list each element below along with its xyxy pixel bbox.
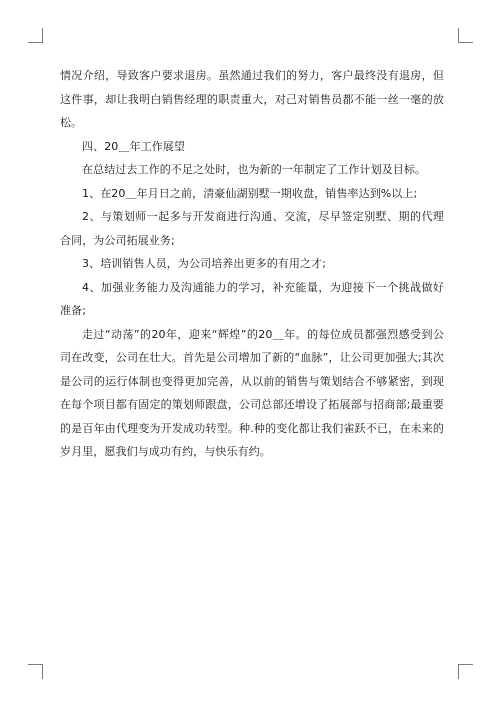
document-body (60, 64, 444, 464)
paragraph-conclusion: 走过“动荡”的20年，迎来“辉煌”的20＿年。的每位成员都强烈感受到公司在改变，公司在壮大。首先是公司增加了新的“血脉”，让公司更加强大;其次是公司的运行体制也变得更加完善，从以前的销售与策划结合不够紧密，到现在每个项目都有固定的策划师跟盘，公司总部还增设了拓展部与招商部;最重要的是百年由代理变为开发成功转型。种.种的变化都让我们雀跃不已，在未来的岁月里，愿我们与成功有约，与快乐有约。 (60, 327, 444, 458)
crop-mark-top-left (28, 28, 43, 43)
paragraph-intro-continuation: 情况介绍，导致客户要求退房。虽然通过我们的努力，客户最终没有退房，但这件事，却让我明白销售经理的职责重大，对己对销售员都不能一丝一毫的放松。 (60, 69, 444, 129)
crop-mark-bottom-right (458, 664, 473, 679)
list-item-goal-3: 3、培训销售人员，为公司培养出更多的有用之才; (82, 257, 327, 270)
crop-mark-bottom-left (28, 664, 43, 679)
list-item-goal-2: 2、与策划师一起多与开发商进行沟通、交流，尽早签定别墅、期的代理合同，为公司拓展业务; (60, 210, 444, 247)
crop-mark-top-right (458, 28, 473, 43)
paragraph-plan-intro: 在总结过去工作的不足之处时，也为新的一年制定了工作计划及目标。 (82, 163, 427, 176)
list-item-goal-1: 1、在20＿年月日之前，清豪仙湖别墅一期收盘，销售率达到%以上; (82, 186, 418, 200)
list-item-goal-4: 4、加强业务能力及沟通能力的学习，补充能量，为迎接下一个挑战做好准备; (60, 280, 444, 317)
section-heading-outlook: 四、20＿年工作展望 (82, 139, 185, 153)
